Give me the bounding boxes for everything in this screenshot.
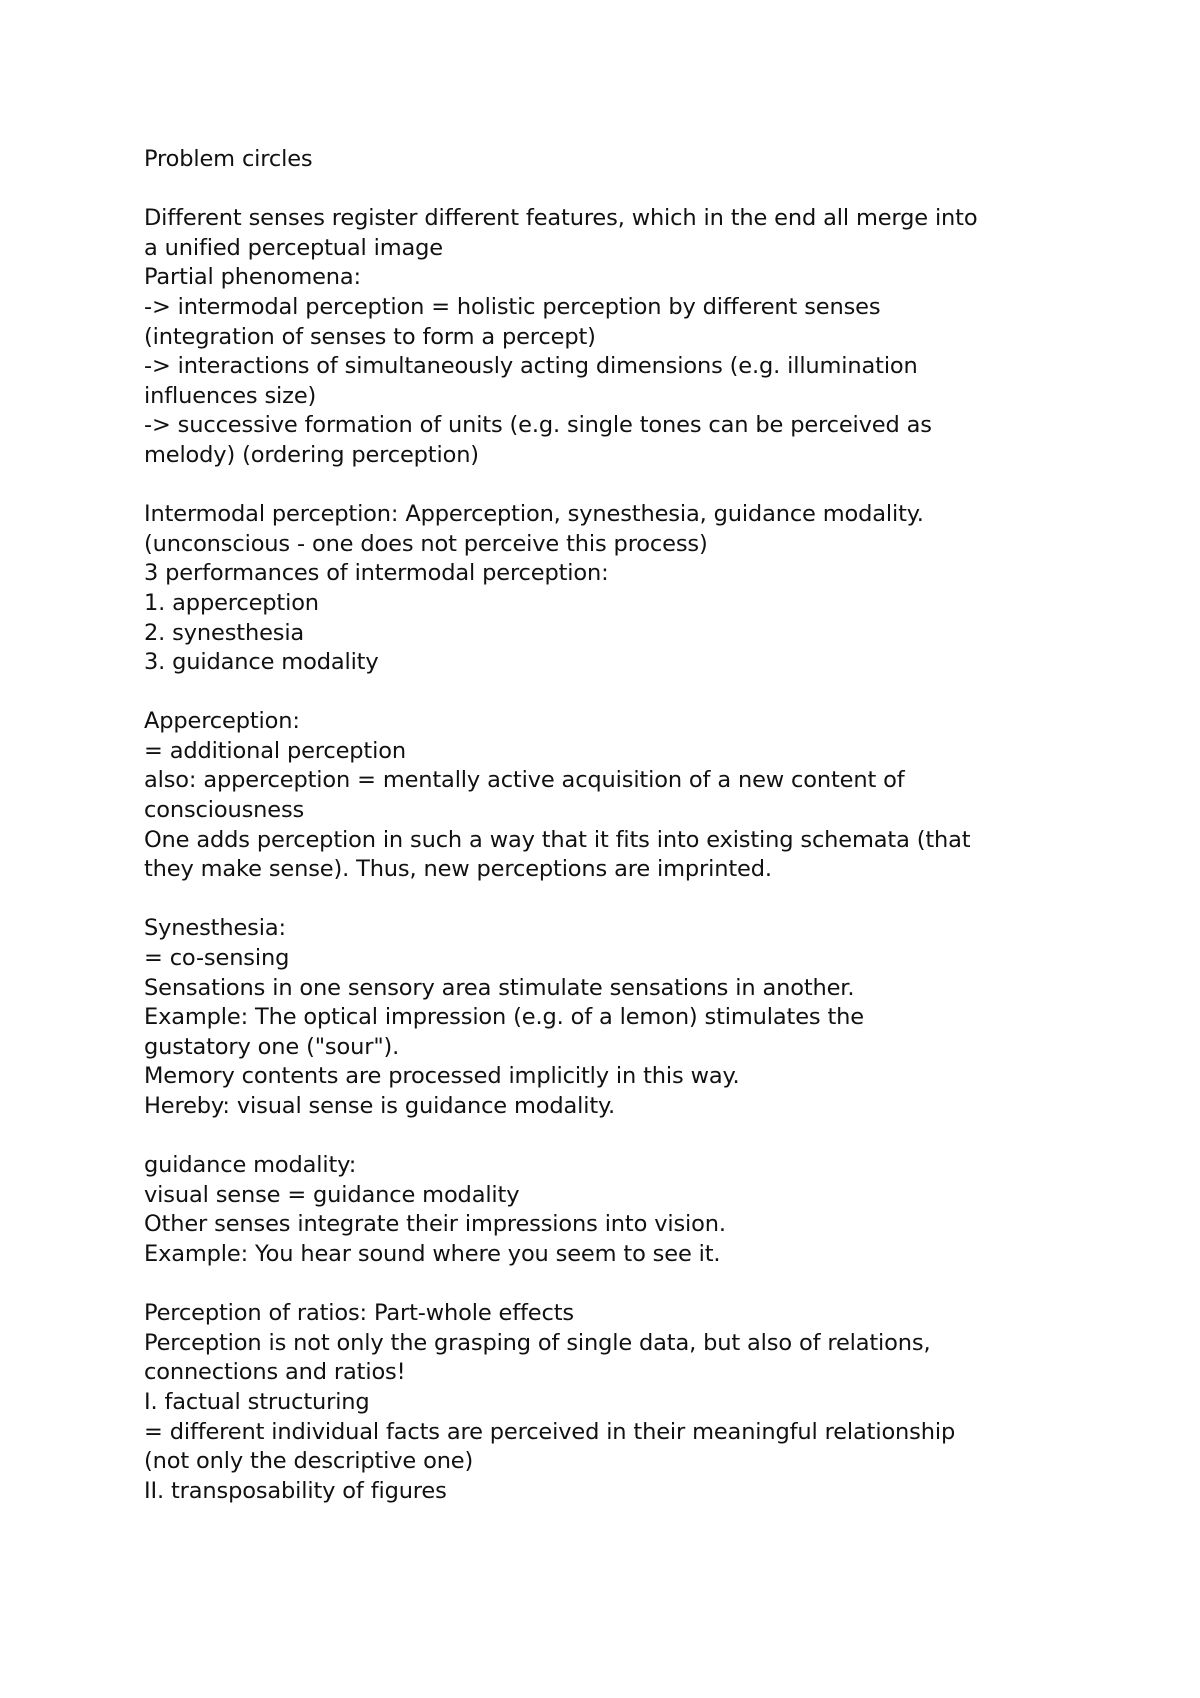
text-line: gustatory one ("sour"). — [144, 1033, 400, 1060]
text-line: Different senses register different features, which in the end all merge into — [144, 205, 978, 232]
text-line: a unified perceptual image — [144, 234, 443, 261]
text-line: Example: You hear sound where you seem to see it. — [144, 1240, 721, 1267]
text-line: = additional perception — [144, 737, 406, 764]
text-line: Synesthesia: — [144, 915, 286, 942]
text-line: Memory contents are processed implicitly in this way. — [144, 1063, 740, 1090]
text-line: II. transposability of figures — [144, 1477, 447, 1504]
blank-line — [144, 678, 1084, 708]
text-line: 1. apperception — [144, 589, 319, 616]
blank-line — [144, 471, 1084, 501]
document-body — [144, 145, 1084, 1506]
text-line: Other senses integrate their impressions into vision. — [144, 1211, 726, 1238]
blank-line — [144, 1270, 1084, 1300]
blank-line — [144, 885, 1084, 915]
section-perception-of-ratios — [144, 1299, 1084, 1506]
text-line: = co-sensing — [144, 945, 290, 972]
text-line: One adds perception in such a way that it fits into existing schemata (that — [144, 826, 971, 853]
text-line: Partial phenomena: — [144, 264, 361, 291]
text-line: = different individual facts are perceived in their meaningful relationship — [144, 1418, 956, 1445]
text-line: connections and ratios! — [144, 1359, 406, 1386]
text-line: consciousness — [144, 797, 305, 824]
blank-line — [144, 175, 1084, 205]
text-line: influences size) — [144, 382, 317, 409]
text-line: I. factual structuring — [144, 1388, 370, 1415]
text-line: visual sense = guidance modality — [144, 1181, 520, 1208]
text-line: also: apperception = mentally active acquisition of a new content of — [144, 767, 905, 794]
text-line: -> interactions of simultaneously acting dimensions (e.g. illumination — [144, 353, 918, 380]
text-line: -> successive formation of units (e.g. single tones can be perceived as — [144, 412, 932, 439]
text-line: 2. synesthesia — [144, 619, 305, 646]
section-synesthesia — [144, 914, 1084, 1121]
section-apperception — [144, 707, 1084, 885]
section-intermodal-perception — [144, 500, 1084, 678]
text-line: 3 performances of intermodal perception: — [144, 560, 609, 587]
text-line: -> intermodal perception = holistic perception by different senses — [144, 293, 881, 320]
section-guidance-modality — [144, 1151, 1084, 1269]
document-title: Problem circles — [144, 146, 313, 172]
text-line: 3. guidance modality — [144, 649, 379, 676]
text-line: (unconscious - one does not perceive this process) — [144, 530, 708, 557]
text-line: Perception is not only the grasping of single data, but also of relations, — [144, 1329, 931, 1356]
section-intro — [144, 204, 1084, 470]
text-line: Intermodal perception: Apperception, synesthesia, guidance modality. — [144, 501, 924, 528]
text-line: Perception of ratios: Part-whole effects — [144, 1300, 574, 1327]
text-line: Hereby: visual sense is guidance modality. — [144, 1093, 615, 1119]
text-line: guidance modality: — [144, 1152, 357, 1179]
text-line: (not only the descriptive one) — [144, 1448, 474, 1475]
text-line: melody) (ordering perception) — [144, 441, 479, 468]
text-line: Sensations in one sensory area stimulate sensations in another. — [144, 974, 855, 1001]
text-line: Example: The optical impression (e.g. of a lemon) stimulates the — [144, 1004, 864, 1031]
text-line: they make sense). Thus, new perceptions are imprinted. — [144, 856, 772, 883]
text-line: (integration of senses to form a percept) — [144, 323, 596, 350]
text-line: Apperception: — [144, 708, 300, 735]
blank-line — [144, 1122, 1084, 1152]
